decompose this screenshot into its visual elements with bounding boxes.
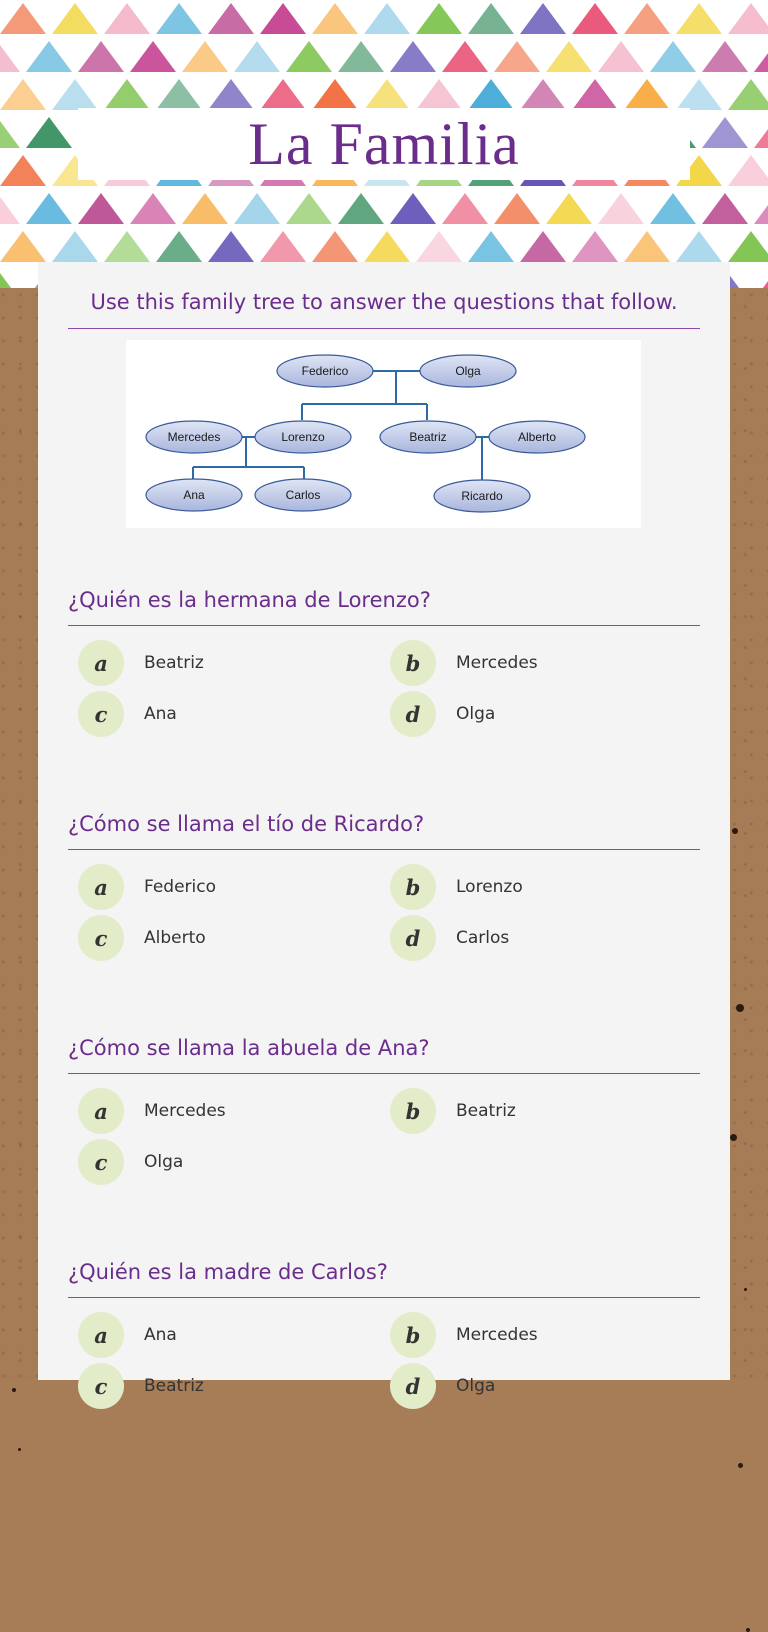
pattern-triangle xyxy=(182,41,228,72)
pattern-triangle xyxy=(754,41,768,72)
q3-option-c[interactable] xyxy=(78,1139,183,1185)
pattern-triangle xyxy=(364,79,410,110)
triangle-pattern-banner xyxy=(0,0,768,288)
pattern-triangle xyxy=(546,41,592,72)
divider xyxy=(68,849,700,850)
pattern-triangle xyxy=(624,231,670,262)
pattern-triangle xyxy=(624,79,670,110)
question-2-title: ¿Cómo se llama el tío de Ricardo? xyxy=(68,812,425,836)
pattern-triangle xyxy=(390,41,436,72)
question-1-title: ¿Quién es la hermana de Lorenzo? xyxy=(68,588,431,612)
pattern-triangle xyxy=(260,231,306,262)
option-label: Ana xyxy=(144,1325,177,1345)
option-label: Beatriz xyxy=(144,653,204,673)
node-alberto: Alberto xyxy=(517,430,557,444)
option-letter-badge: c xyxy=(78,691,124,737)
pattern-triangle xyxy=(26,117,72,148)
pattern-triangle xyxy=(572,231,618,262)
pattern-triangle xyxy=(728,155,768,186)
pattern-triangle xyxy=(702,193,748,224)
pattern-triangle xyxy=(26,193,72,224)
pattern-triangle xyxy=(104,79,150,110)
divider xyxy=(68,1073,700,1074)
pattern-triangle xyxy=(702,117,748,148)
node-ricardo: Ricardo xyxy=(461,489,503,503)
option-letter-badge: b xyxy=(390,1312,436,1358)
node-mercedes: Mercedes xyxy=(167,430,221,444)
pattern-triangle xyxy=(546,193,592,224)
pattern-triangle xyxy=(468,231,514,262)
pattern-triangle xyxy=(52,79,98,110)
option-letter-badge: c xyxy=(78,1139,124,1185)
option-letter-badge: b xyxy=(390,640,436,686)
option-letter-badge: a xyxy=(78,864,124,910)
pattern-triangle xyxy=(234,41,280,72)
pattern-triangle xyxy=(338,41,384,72)
option-label: Ana xyxy=(144,704,177,724)
pattern-triangle xyxy=(156,79,202,110)
q4-option-a[interactable] xyxy=(78,1312,177,1358)
option-label: Mercedes xyxy=(144,1101,226,1121)
q4-option-b[interactable] xyxy=(390,1312,538,1358)
pattern-triangle xyxy=(52,3,98,34)
q2-option-a[interactable] xyxy=(78,864,216,910)
pattern-triangle xyxy=(676,3,722,34)
pattern-triangle xyxy=(312,79,358,110)
title-box xyxy=(78,108,690,180)
option-letter-badge: d xyxy=(390,915,436,961)
divider xyxy=(68,328,700,329)
pattern-triangle xyxy=(572,79,618,110)
pattern-triangle xyxy=(312,231,358,262)
node-olga: Olga xyxy=(455,364,481,378)
q3-option-a[interactable] xyxy=(78,1088,226,1134)
pattern-triangle xyxy=(520,79,566,110)
family-tree xyxy=(126,340,641,528)
pattern-triangle xyxy=(104,3,150,34)
q1-option-c[interactable] xyxy=(78,691,177,737)
pattern-triangle xyxy=(598,41,644,72)
option-letter-badge: c xyxy=(78,1363,124,1409)
divider xyxy=(68,625,700,626)
pattern-triangle xyxy=(130,193,176,224)
option-label: Lorenzo xyxy=(456,877,523,897)
pattern-triangle xyxy=(494,193,540,224)
pattern-triangle xyxy=(520,231,566,262)
pattern-triangle xyxy=(520,3,566,34)
q1-option-d[interactable] xyxy=(390,691,495,737)
pattern-triangle xyxy=(728,3,768,34)
pattern-triangle xyxy=(598,193,644,224)
pattern-triangle xyxy=(0,269,20,288)
pattern-triangle xyxy=(754,193,768,224)
pattern-triangle xyxy=(208,231,254,262)
pattern-triangle xyxy=(78,41,124,72)
option-letter-badge: d xyxy=(390,691,436,737)
node-federico: Federico xyxy=(301,364,349,378)
node-lorenzo: Lorenzo xyxy=(281,430,325,444)
pattern-triangle xyxy=(624,3,670,34)
pattern-triangle xyxy=(208,79,254,110)
pattern-triangle xyxy=(156,231,202,262)
pattern-triangle xyxy=(676,79,722,110)
option-label: Olga xyxy=(456,1376,496,1396)
q3-option-b[interactable] xyxy=(390,1088,516,1134)
option-letter-badge: c xyxy=(78,915,124,961)
pattern-triangle xyxy=(208,3,254,34)
pattern-triangle xyxy=(312,3,358,34)
pattern-triangle xyxy=(468,3,514,34)
option-letter-badge: a xyxy=(78,640,124,686)
pattern-triangle xyxy=(676,231,722,262)
q2-option-c[interactable] xyxy=(78,915,206,961)
pattern-triangle xyxy=(416,79,462,110)
pattern-triangle xyxy=(364,3,410,34)
pattern-triangle xyxy=(0,41,20,72)
pattern-triangle xyxy=(494,41,540,72)
pattern-triangle xyxy=(468,79,514,110)
option-label: Olga xyxy=(144,1152,184,1172)
q2-option-b[interactable] xyxy=(390,864,523,910)
pattern-triangle xyxy=(156,3,202,34)
option-label: Beatriz xyxy=(144,1376,204,1396)
pattern-triangle xyxy=(364,231,410,262)
pattern-triangle xyxy=(182,193,228,224)
q1-option-b[interactable] xyxy=(390,640,538,686)
node-carlos: Carlos xyxy=(285,488,321,502)
pattern-triangle xyxy=(52,231,98,262)
pattern-triangle xyxy=(286,193,332,224)
pattern-triangle xyxy=(416,231,462,262)
pattern-triangle xyxy=(26,41,72,72)
pattern-triangle xyxy=(572,3,618,34)
option-label: Olga xyxy=(456,704,496,724)
pattern-triangle xyxy=(0,155,46,186)
pattern-triangle xyxy=(338,193,384,224)
option-label: Carlos xyxy=(456,928,510,948)
pattern-triangle xyxy=(728,79,768,110)
option-letter-badge: b xyxy=(390,864,436,910)
pattern-triangle xyxy=(0,79,46,110)
pattern-triangle xyxy=(104,231,150,262)
pattern-triangle xyxy=(442,41,488,72)
worksheet xyxy=(38,262,730,1399)
pattern-triangle xyxy=(728,231,768,262)
node-ana: Ana xyxy=(183,488,205,502)
pattern-triangle xyxy=(416,3,462,34)
pattern-triangle xyxy=(130,41,176,72)
option-label: Beatriz xyxy=(456,1101,516,1121)
pattern-triangle xyxy=(234,193,280,224)
pattern-triangle xyxy=(0,231,46,262)
option-letter-badge: a xyxy=(78,1312,124,1358)
pattern-triangle xyxy=(754,269,768,288)
family-tree-diagram xyxy=(126,340,641,528)
node-beatriz: Beatriz xyxy=(409,430,447,444)
q2-option-d[interactable] xyxy=(390,915,509,961)
q1-option-a[interactable] xyxy=(78,640,204,686)
option-label: Mercedes xyxy=(456,653,538,673)
question-4-title: ¿Quién es la madre de Carlos? xyxy=(68,1260,388,1284)
pattern-triangle xyxy=(260,3,306,34)
pattern-triangle xyxy=(286,41,332,72)
pattern-triangle xyxy=(0,117,20,148)
pattern-triangle xyxy=(390,193,436,224)
q4-option-d[interactable] xyxy=(390,1363,495,1409)
option-letter-badge: a xyxy=(78,1088,124,1134)
pattern-triangle xyxy=(260,79,306,110)
option-label: Federico xyxy=(144,877,217,897)
question-3-title: ¿Cómo se llama la abuela de Ana? xyxy=(68,1036,430,1060)
pattern-triangle xyxy=(650,41,696,72)
option-label: Mercedes xyxy=(456,1325,538,1345)
pattern-triangle xyxy=(0,3,46,34)
page-title: La Familia xyxy=(248,110,520,177)
pattern-triangle xyxy=(0,193,20,224)
divider xyxy=(68,1297,700,1298)
pattern-triangle xyxy=(702,41,748,72)
pattern-triangle xyxy=(442,193,488,224)
q4-option-c[interactable] xyxy=(78,1363,204,1409)
pattern-triangle xyxy=(754,117,768,148)
option-label: Alberto xyxy=(144,928,206,948)
option-letter-badge: b xyxy=(390,1088,436,1134)
pattern-triangle xyxy=(78,193,124,224)
instructions: Use this family tree to answer the questions that follow. xyxy=(90,290,678,314)
pattern-triangle xyxy=(650,193,696,224)
option-letter-badge: d xyxy=(390,1363,436,1409)
